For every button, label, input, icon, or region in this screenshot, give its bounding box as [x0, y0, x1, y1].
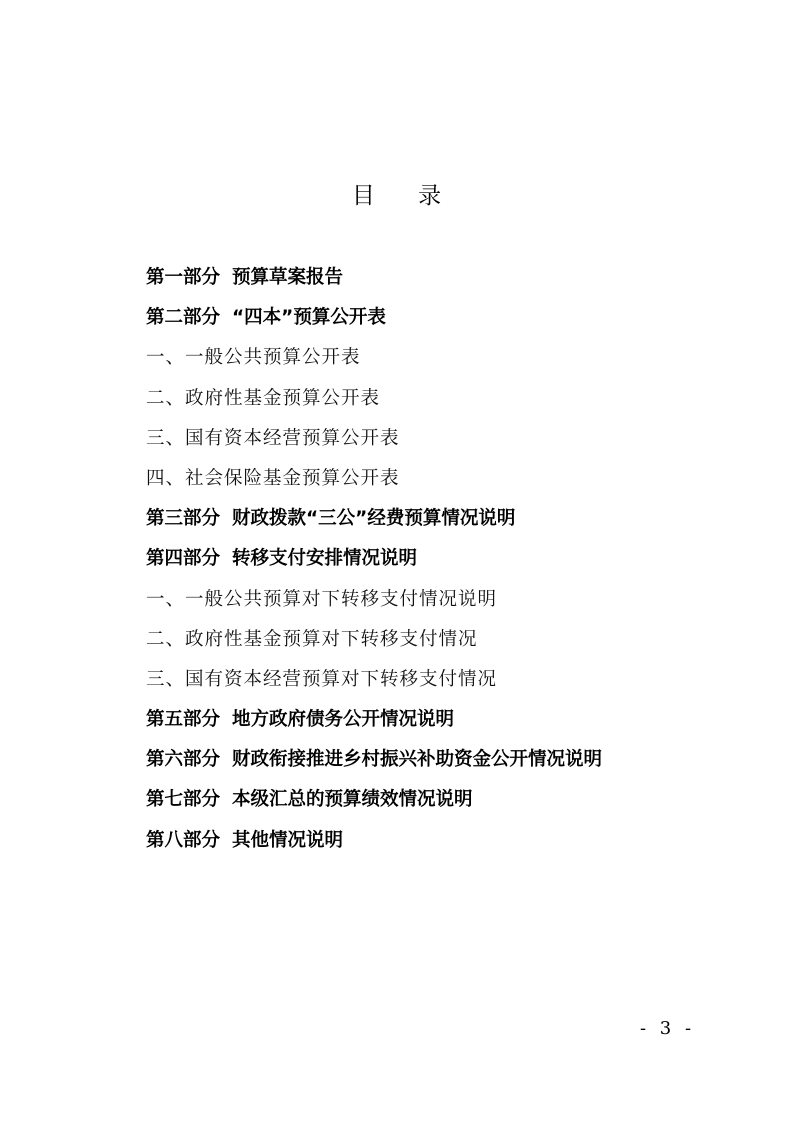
- toc-entry-text: 二、政府性基金预算公开表: [146, 387, 381, 409]
- toc-entry-text: 转移支付安排情况说明: [232, 548, 418, 570]
- toc-part-entry: [146, 780, 746, 820]
- toc-entry-text: 其他情况说明: [232, 829, 344, 851]
- toc-entry-text: 四、社会保险基金预算公开表: [146, 467, 400, 489]
- toc-part-number: 第八部分: [146, 829, 221, 851]
- toc-entry-text: 二、政府性基金预算对下转移支付情况: [146, 628, 478, 650]
- toc-part-number: 第一部分: [146, 267, 221, 288]
- toc-part-number: 第三部分: [146, 508, 221, 530]
- toc-entry-text: 三、国有资本经营预算公开表: [146, 427, 400, 449]
- toc-part-number: 第六部分: [146, 749, 221, 771]
- toc-part-number: 第五部分: [146, 709, 221, 731]
- toc-section-entry: [146, 660, 746, 700]
- toc-entry-text: 一、一般公共预算对下转移支付情况说明: [146, 588, 498, 610]
- toc-entry-text: 一、一般公共预算公开表: [146, 347, 361, 369]
- toc-part-entry: [146, 258, 746, 298]
- toc-entry-text: “四本”预算公开表: [232, 307, 386, 329]
- toc-section-entry: [146, 459, 746, 499]
- toc-section-entry: [146, 379, 746, 419]
- toc-part-entry: [146, 499, 746, 539]
- toc-entry-text: 本级汇总的预算绩效情况说明: [232, 789, 473, 811]
- toc-entry-text: 预算草案报告: [232, 267, 344, 288]
- toc-part-number: 第七部分: [146, 789, 221, 811]
- toc-part-entry: [146, 700, 746, 740]
- toc-part-number: 第二部分: [146, 307, 221, 329]
- toc-entry-text: 财政拨款“三公”经费预算情况说明: [232, 508, 516, 530]
- toc-part-entry: [146, 539, 746, 579]
- toc-section-entry: [146, 580, 746, 620]
- toc-section-entry: [146, 338, 746, 378]
- toc-part-entry: [146, 740, 746, 780]
- toc-section-entry: [146, 620, 746, 660]
- toc-part-entry: [146, 821, 746, 861]
- toc-part-entry: [146, 298, 746, 338]
- table-of-contents: [146, 258, 746, 861]
- toc-entry-text: 财政衔接推进乡村振兴补助资金公开情况说明: [232, 749, 603, 771]
- toc-entry-text: 地方政府债务公开情况说明: [232, 709, 455, 731]
- toc-section-entry: [146, 419, 746, 459]
- page-number: - 3 -: [640, 1018, 696, 1039]
- toc-entry-text: 三、国有资本经营预算对下转移支付情况: [146, 668, 498, 690]
- page-title: 目 录: [351, 183, 460, 209]
- toc-part-number: 第四部分: [146, 548, 221, 570]
